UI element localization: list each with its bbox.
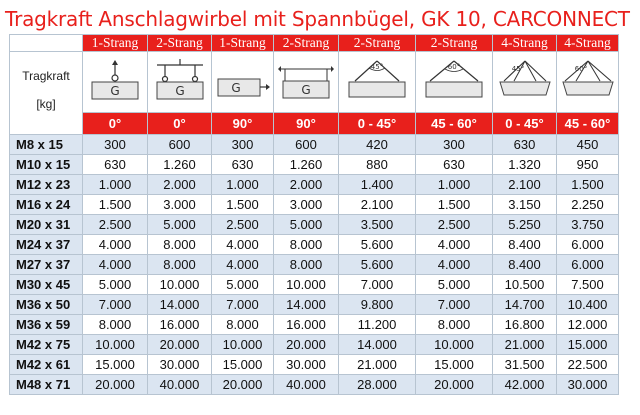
column-angle-label: 0 - 45° [493,113,557,135]
table-cell: 5.250 [493,215,557,235]
four-leg-60-degree-icon [557,52,619,113]
table-cell: 630 [83,155,148,175]
table-cell: 2.100 [339,195,416,215]
single-vertical-lift-icon [83,52,148,113]
table-cell: 22.500 [557,355,619,375]
row-size-label: M48 x 71 [10,375,83,395]
table-cell: 7.000 [339,275,416,295]
column-angle-label: 45 - 60° [416,113,493,135]
table-cell: 3.750 [557,215,619,235]
table-cell: 3.150 [493,195,557,215]
header-corner [10,35,83,52]
column-strang-label: 4-Strang [493,35,557,52]
column-strang-label: 2-Strang [148,35,212,52]
table-row [10,135,619,155]
column-angle-label: 0° [148,113,212,135]
table-row [10,175,619,195]
row-size-label: M42 x 75 [10,335,83,355]
table-cell: 30.000 [557,375,619,395]
row-size-label: M24 x 37 [10,235,83,255]
table-cell: 1.500 [557,175,619,195]
table-cell: 600 [274,135,339,155]
table-cell: 10.000 [416,335,493,355]
row-size-label: M20 x 31 [10,215,83,235]
column-angle-label: 90° [274,113,339,135]
table-cell: 21.000 [493,335,557,355]
table-cell: 8.000 [148,255,212,275]
table-cell: 5.000 [274,215,339,235]
table-cell: 8.000 [83,315,148,335]
table-cell: 1.500 [212,195,274,215]
table-cell: 5.000 [148,215,212,235]
table-cell: 15.000 [212,355,274,375]
table-row [10,275,619,295]
table-cell: 5.600 [339,255,416,275]
table-cell: 20.000 [148,335,212,355]
icon-angle-text: 60° [447,63,461,71]
page-title: Tragkraft Anschlagwirbel mit Spannbügel, GK 10, CARCONNECT [5,7,630,31]
column-strang-label: 2-Strang [416,35,493,52]
table-cell: 7.000 [212,295,274,315]
table-cell: 3.000 [274,195,339,215]
row-size-label: M27 x 37 [10,255,83,275]
table-cell: 880 [339,155,416,175]
table-cell: 31.500 [493,355,557,375]
table-cell: 3.500 [339,215,416,235]
table-row [10,155,619,175]
table-cell: 16.000 [274,315,339,335]
table-cell: 15.000 [83,355,148,375]
table-cell: 450 [557,135,619,155]
table-cell: 20.000 [274,335,339,355]
table-cell: 1.000 [212,175,274,195]
table-cell: 5.600 [339,235,416,255]
table-cell: 30.000 [148,355,212,375]
table-cell: 1.000 [416,175,493,195]
table-cell: 630 [416,155,493,175]
column-angle-label: 45 - 60° [557,113,619,135]
table-cell: 2.250 [557,195,619,215]
table-cell: 10.500 [493,275,557,295]
table-cell: 600 [148,135,212,155]
table-cell: 5.000 [212,275,274,295]
table-cell: 12.000 [557,315,619,335]
table-cell: 300 [83,135,148,155]
table-cell: 300 [212,135,274,155]
table-cell: 1.260 [148,155,212,175]
table-cell: 20.000 [416,375,493,395]
table-cell: 2.000 [148,175,212,195]
table-cell: 8.400 [493,255,557,275]
column-strang-label: 1-Strang [212,35,274,52]
row-size-label: M8 x 15 [10,135,83,155]
table-cell: 3.000 [148,195,212,215]
row-size-label: M30 x 45 [10,275,83,295]
table-cell: 2.000 [274,175,339,195]
table-cell: 30.000 [274,355,339,375]
load-letter: G [230,81,241,95]
column-angle-label: 0° [83,113,148,135]
table-cell: 20.000 [83,375,148,395]
two-leg-60-degree-icon [416,52,493,113]
table-cell: 1.400 [339,175,416,195]
table-cell: 1.500 [416,195,493,215]
table-cell: 6.000 [557,235,619,255]
table-cell: 10.400 [557,295,619,315]
table-row [10,215,619,235]
load-letter: G [301,83,311,97]
table-row [10,235,619,255]
two-leg-vertical-lift-icon [148,52,212,113]
table-cell: 20.000 [212,375,274,395]
table-cell: 15.000 [557,335,619,355]
column-strang-label: 1-Strang [83,35,148,52]
table-row [10,315,619,335]
load-letter: G [110,84,120,98]
table-cell: 21.000 [339,355,416,375]
unit-label: [kg] [36,97,56,111]
row-size-label: M42 x 61 [10,355,83,375]
table-cell: 14.000 [148,295,212,315]
table-cell: 7.500 [557,275,619,295]
table-body [10,135,619,395]
strang-header-row [10,35,619,52]
row-size-label: M36 x 50 [10,295,83,315]
table-cell: 1.320 [493,155,557,175]
table-cell: 4.000 [416,235,493,255]
table-cell: 5.000 [83,275,148,295]
two-leg-side-pull-icon [274,52,339,113]
table-cell: 8.400 [493,235,557,255]
row-size-label: M36 x 59 [10,315,83,335]
table-cell: 8.000 [274,235,339,255]
table-cell: 2.500 [212,215,274,235]
two-leg-45-degree-icon [339,52,416,113]
row-size-label: M16 x 24 [10,195,83,215]
table-row [10,195,619,215]
table-cell: 14.000 [274,295,339,315]
table-cell: 1.500 [83,195,148,215]
table-cell: 10.000 [212,335,274,355]
table-cell: 10.000 [83,335,148,355]
table-cell: 11.200 [339,315,416,335]
table-cell: 7.000 [83,295,148,315]
table-cell: 9.800 [339,295,416,315]
tragkraft-row-label [10,52,83,135]
four-leg-45-degree-icon [493,52,557,113]
table-cell: 4.000 [212,255,274,275]
column-angle-label: 90° [212,113,274,135]
column-strang-label: 2-Strang [339,35,416,52]
table-row [10,355,619,375]
table-cell: 42.000 [493,375,557,395]
column-strang-label: 4-Strang [557,35,619,52]
table-cell: 8.000 [274,255,339,275]
column-angle-label: 0 - 45° [339,113,416,135]
table-cell: 15.000 [416,355,493,375]
table-cell: 4.000 [83,255,148,275]
table-row [10,375,619,395]
table-cell: 4.000 [416,255,493,275]
row-size-label: M12 x 23 [10,175,83,195]
table-cell: 1.260 [274,155,339,175]
row-size-label: M10 x 15 [10,155,83,175]
table-cell: 6.000 [557,255,619,275]
table-cell: 7.000 [416,295,493,315]
table-cell: 4.000 [212,235,274,255]
table-cell: 2.500 [416,215,493,235]
single-side-pull-icon [212,52,274,113]
table-cell: 40.000 [148,375,212,395]
table-row [10,335,619,355]
table-cell: 4.000 [83,235,148,255]
table-cell: 10.000 [274,275,339,295]
table-cell: 950 [557,155,619,175]
table-cell: 5.000 [416,275,493,295]
table-cell: 8.000 [148,235,212,255]
load-capacity-table [9,34,619,395]
table-cell: 2.500 [83,215,148,235]
table-cell: 10.000 [148,275,212,295]
table-cell: 300 [416,135,493,155]
table-cell: 14.700 [493,295,557,315]
tragkraft-label: Tragkraft [22,69,70,83]
icon-row [10,52,619,113]
table-row [10,255,619,275]
table-cell: 16.000 [148,315,212,335]
table-cell: 40.000 [274,375,339,395]
table-cell: 630 [493,135,557,155]
table-cell: 8.000 [416,315,493,335]
table-cell: 16.800 [493,315,557,335]
table-cell: 14.000 [339,335,416,355]
load-letter: G [174,84,185,98]
table-cell: 630 [212,155,274,175]
angle-header-row [10,113,619,135]
icon-angle-text: 45° [370,63,384,71]
table-row [10,295,619,315]
table-cell: 2.100 [493,175,557,195]
table-cell: 8.000 [212,315,274,335]
table-cell: 28.000 [339,375,416,395]
icon-angle-text: 60° [574,65,587,73]
table-cell: 420 [339,135,416,155]
column-strang-label: 2-Strang [274,35,339,52]
table-cell: 1.000 [83,175,148,195]
icon-angle-text: 45° [511,65,524,73]
